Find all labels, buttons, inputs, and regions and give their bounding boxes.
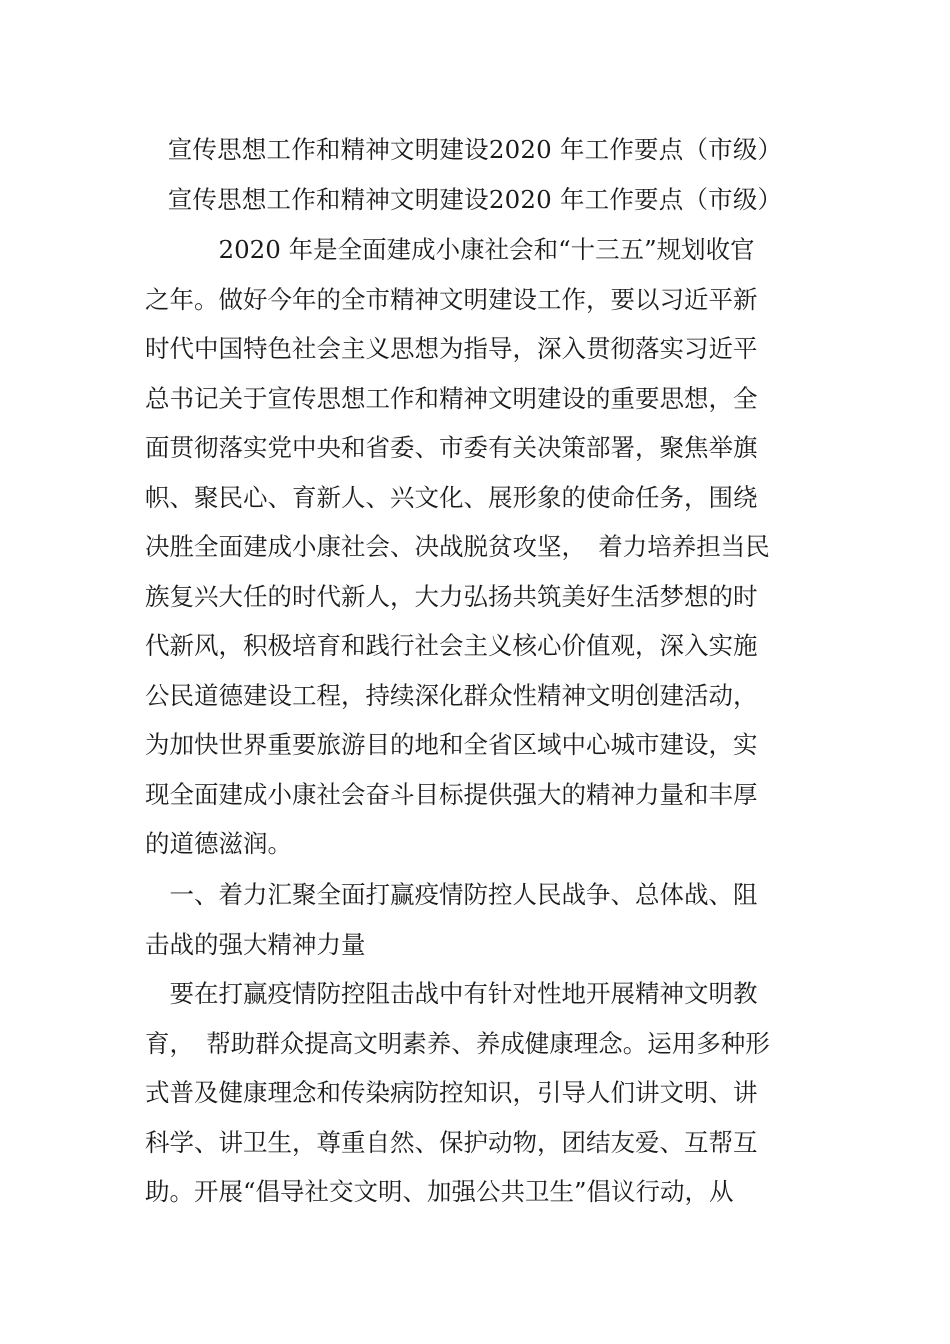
text-line: 育， 帮助群众提高文明素养、养成健康理念。运用多种形	[145, 1028, 770, 1058]
text-line: 族复兴大任的时代新人，大力弘扬共筑美好生活梦想的时	[145, 581, 758, 611]
text-line: 要在打赢疫情防控阻击战中有针对性地开展精神文明教	[145, 979, 758, 1008]
document-subtitle: 宣传思想工作和精神文明建设2020 年工作要点（市级）	[167, 185, 783, 214]
text-line: 助。开展“倡导社交文明、加强公共卫生”倡议行动，从	[145, 1177, 734, 1206]
text-line: 式普及健康理念和传染病防控知识，引导人们讲文明、讲	[145, 1078, 758, 1107]
text-line: 决胜全面建成小康社会、决战脱贫攻坚， 着力培养担当民	[145, 532, 770, 561]
text-line: 现全面建成小康社会奋斗目标提供强大的精神力量和丰厚	[145, 779, 758, 809]
intro-paragraph	[145, 225, 805, 869]
text-line: 的道德滋润。	[145, 829, 292, 858]
text-line: 时代中国特色社会主义思想为指导，深入贯彻落实习近平	[145, 334, 758, 363]
text-line: 之年。做好今年的全市精神文明建设工作，要以习近平新	[145, 284, 758, 314]
text-line: 公民道德建设工程，持续深化群众性精神文明创建活动，	[145, 680, 758, 710]
text-line: 科学、讲卫生，尊重自然、保护动物，团结友爱、互帮互	[145, 1127, 758, 1157]
heading-line: 一、着力汇聚全面打赢疫情防控人民战争、总体战、阻	[145, 880, 758, 909]
text-line: 代新风，积极培育和践行社会主义核心价值观，深入实施	[145, 631, 758, 660]
section-heading	[145, 870, 805, 969]
section-paragraph	[145, 969, 805, 1217]
text-line: 帜、聚民心、育新人、兴文化、展形象的使命任务，围绕	[145, 482, 758, 512]
text-line: 面贯彻落实党中央和省委、市委有关决策部署，聚焦举旗	[145, 433, 758, 462]
heading-line: 击战的强大精神力量	[145, 929, 366, 959]
text-line: 总书记关于宣传思想工作和精神文明建设的重要思想，全	[145, 383, 758, 413]
text-line: 2020 年是全面建成小康社会和“十三五”规划收官	[145, 235, 755, 264]
document-title: 宣传思想工作和精神文明建设2020 年工作要点（市级）	[167, 135, 783, 164]
text-line: 为加快世界重要旅游目的地和全省区域中心城市建设，实	[145, 730, 758, 759]
